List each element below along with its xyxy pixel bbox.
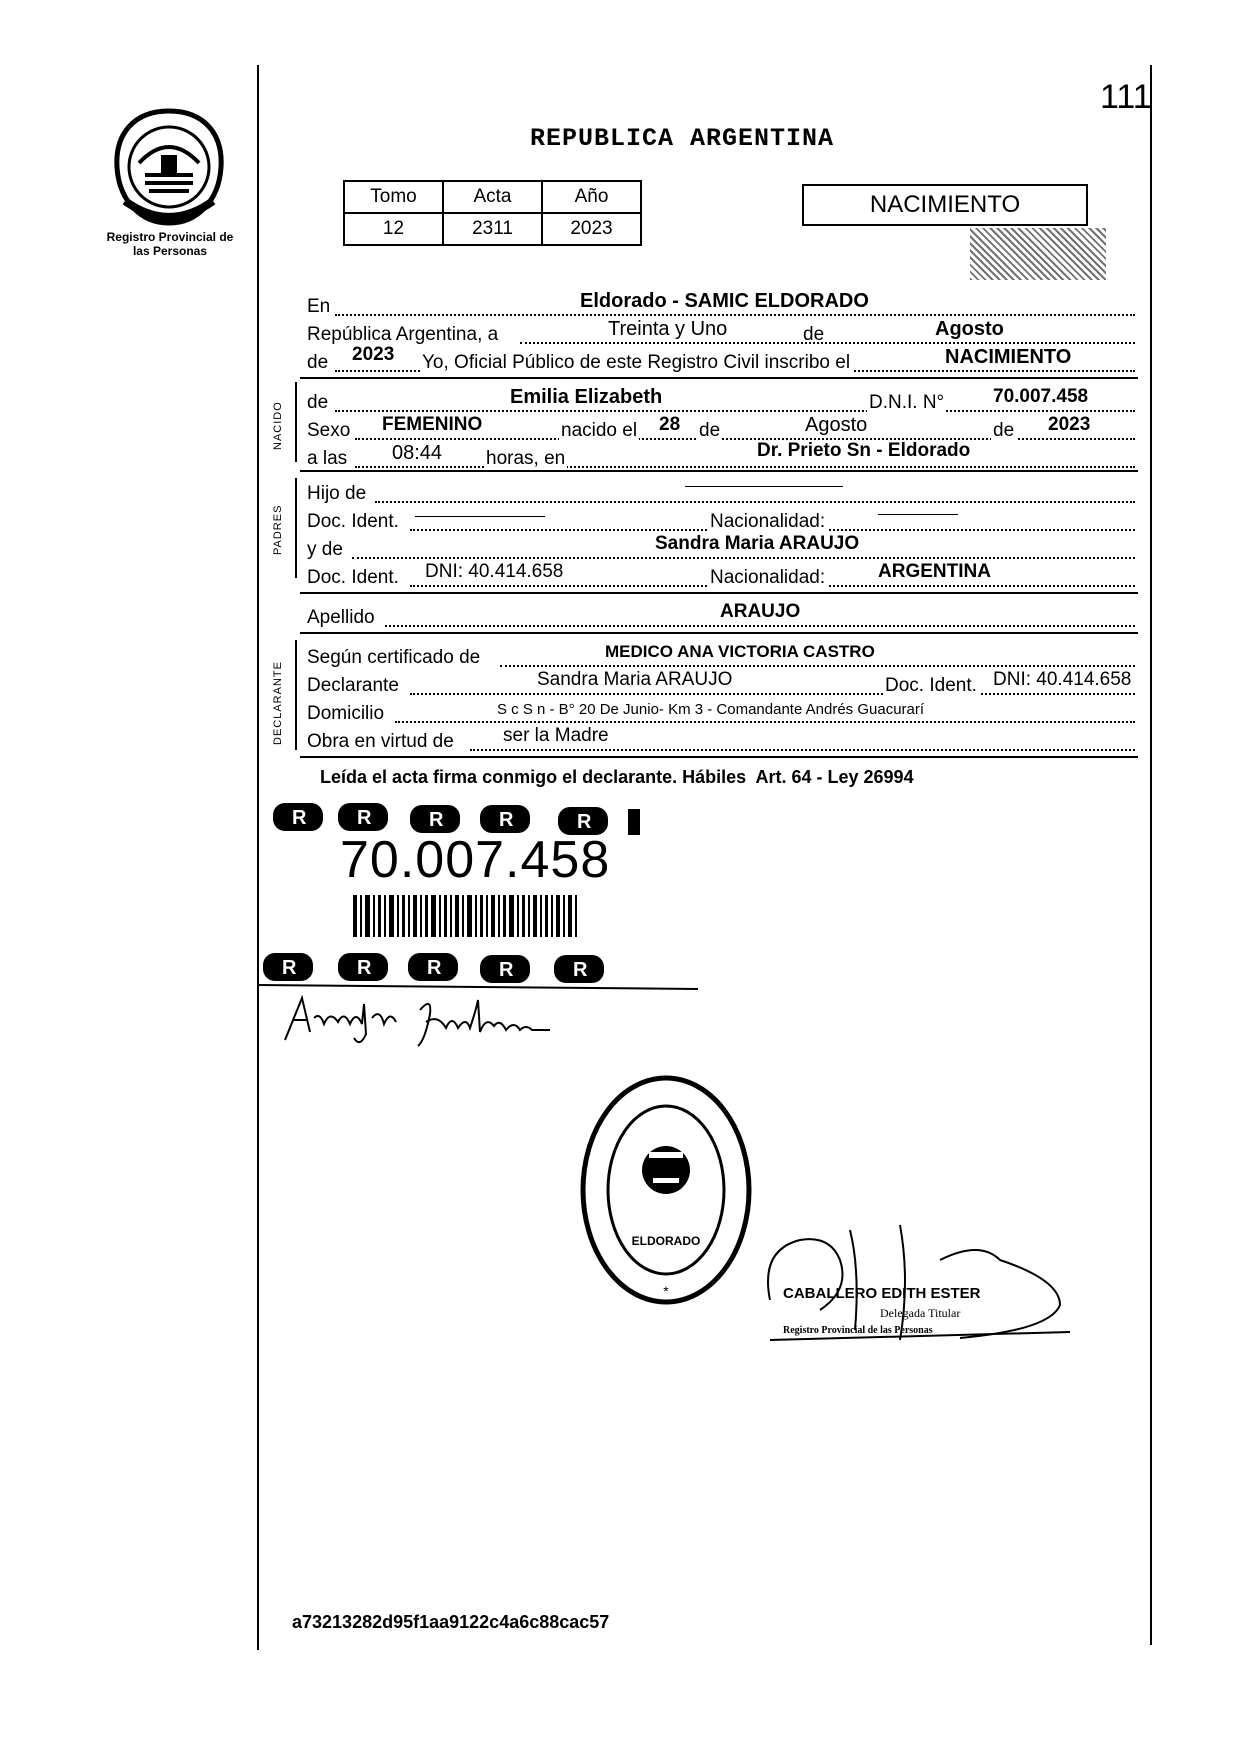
page-number: 111	[1100, 78, 1152, 116]
table-header-ano: Año	[542, 181, 641, 213]
official-name: CABALLERO EDITH ESTER	[783, 1285, 981, 1302]
mother-dotline	[352, 557, 1135, 559]
svg-text:R: R	[282, 957, 297, 979]
svg-text:R: R	[573, 959, 588, 981]
declarante-bracket	[295, 640, 297, 750]
mother-nationality: ARGENTINA	[878, 561, 991, 582]
year-value: 2023	[352, 344, 395, 365]
svg-text:R: R	[499, 809, 514, 831]
closing-text: Leída el acta firma conmigo el declarante. Hábiles Art. 64 - Ley 26994	[320, 767, 914, 787]
obra-label: Obra en virtud de	[307, 731, 454, 752]
birth-month: Agosto	[805, 414, 868, 436]
document-title: REPUBLICA ARGENTINA	[530, 124, 835, 153]
seal-caption: Registro Provincial de las Personas	[106, 230, 234, 258]
acta-value: 2311	[443, 213, 542, 245]
declarante-label: Declarante	[307, 675, 399, 696]
hijo-dotline	[375, 501, 1135, 503]
right-margin-line	[1150, 65, 1152, 1645]
en-dotline	[335, 314, 1135, 316]
section-divider-4	[300, 632, 1138, 634]
declarante-doc-label: Doc. Ident.	[885, 675, 977, 696]
day-words: Treinta y Uno	[608, 318, 728, 340]
declarante-value: Sandra Maria ARAUJO	[537, 669, 733, 690]
padres-bracket	[295, 478, 297, 578]
declarante-section-label: DECLARANTE	[272, 661, 284, 745]
father-doc-blank	[415, 516, 545, 517]
republica-label: República Argentina, a	[307, 324, 499, 345]
official-stamp	[577, 1070, 755, 1310]
father-name-blank	[685, 486, 843, 487]
birth-day: 28	[659, 414, 681, 435]
sexo-label: Sexo	[307, 420, 351, 441]
en-label: En	[307, 296, 331, 317]
id-stamp	[258, 795, 718, 1010]
svg-text:*: *	[663, 1283, 669, 1299]
republica-dotline	[520, 342, 1135, 344]
de-label: de	[803, 324, 825, 345]
section-divider-3	[300, 592, 1138, 594]
sexo-dotline	[355, 438, 1135, 440]
child-dni: 70.007.458	[993, 386, 1089, 407]
cert-dotline	[500, 665, 1135, 667]
id-stamp-number: 70.007.458	[340, 831, 611, 889]
table-header-tomo: Tomo	[344, 181, 443, 213]
birth-de-1: de	[699, 420, 721, 441]
svg-text:R: R	[292, 807, 307, 829]
declarante-dotline	[410, 693, 1135, 695]
apellido-label: Apellido	[307, 607, 375, 628]
official-office: Registro Provincial de las Personas	[783, 1325, 933, 1336]
record-type-box: NACIMIENTO	[802, 184, 1088, 226]
provincial-seal	[105, 105, 233, 230]
ano-value: 2023	[542, 213, 641, 245]
mother-name: Sandra Maria ARAUJO	[655, 533, 860, 554]
record-table	[343, 180, 642, 246]
obra-dotline	[470, 749, 1135, 751]
svg-text:ELDORADO: ELDORADO	[631, 1234, 701, 1248]
declarante-doc: DNI: 40.414.658	[993, 669, 1132, 690]
domicilio-value: S c S n - B° 20 De Junio- Km 3 - Comandante Andrés Guacurarí	[497, 701, 925, 718]
padres-section-label: PADRES	[272, 504, 284, 555]
birth-year: 2023	[1048, 414, 1091, 435]
hour-dotline	[355, 466, 1135, 468]
svg-text:R: R	[357, 957, 372, 979]
record-table-value-row	[344, 213, 641, 245]
section-divider-2	[300, 470, 1138, 472]
father-nationality-blank	[878, 514, 958, 515]
svg-text:R: R	[427, 957, 442, 979]
svg-text:R: R	[499, 959, 514, 981]
svg-text:R: R	[429, 809, 444, 831]
security-pattern	[970, 228, 1106, 280]
birth-place: Dr. Prieto Sn - Eldorado	[757, 440, 971, 461]
father-doc-label: Doc. Ident.	[307, 511, 399, 532]
child-name: Emilia Elizabeth	[510, 386, 663, 408]
year-prefix: de	[307, 352, 329, 373]
registro-tipo: NACIMIENTO	[945, 346, 1072, 368]
record-table-header-row	[344, 181, 641, 213]
mother-doc: DNI: 40.414.658	[425, 561, 564, 582]
tomo-value: 12	[344, 213, 443, 245]
table-header-acta: Acta	[443, 181, 542, 213]
nacido-name-dotline	[335, 410, 1135, 412]
domicilio-dotline	[395, 721, 1135, 723]
nacido-section-label: NACIDO	[272, 401, 284, 450]
birth-hour: 08:44	[392, 442, 443, 464]
hijo-de-label: Hijo de	[307, 483, 367, 504]
sexo-value: FEMENINO	[382, 414, 483, 435]
nacido-bracket	[295, 382, 297, 462]
section-divider-1	[300, 377, 1138, 379]
dni-label: D.N.I. N°	[869, 392, 945, 413]
apellido-value: ARAUJO	[720, 601, 801, 622]
declarant-signature	[280, 990, 600, 1065]
y-de-label: y de	[307, 539, 343, 560]
official-text: Yo, Oficial Público de este Registro Civil inscribo el	[422, 352, 851, 373]
horas-label: horas, en	[486, 448, 566, 469]
nacido-el-label: nacido el	[561, 420, 638, 441]
apellido-dotline	[385, 625, 1135, 627]
month-value: Agosto	[935, 318, 1004, 340]
svg-text:R: R	[577, 811, 592, 833]
cert-value: MEDICO ANA VICTORIA CASTRO	[605, 642, 875, 661]
svg-text:R: R	[357, 807, 372, 829]
en-value: Eldorado - SAMIC ELDORADO	[580, 290, 869, 312]
birth-de-2: de	[993, 420, 1015, 441]
stamp-r-logos	[258, 795, 718, 1010]
domicilio-label: Domicilio	[307, 703, 385, 724]
father-nac-label: Nacionalidad:	[710, 511, 826, 532]
cert-label: Según certificado de	[307, 647, 481, 668]
section-divider-5	[300, 756, 1138, 758]
mother-nac-label: Nacionalidad:	[710, 567, 826, 588]
document-hash: a73213282d95f1aa9122c4a6c88cac57	[292, 1612, 610, 1632]
a-las-label: a las	[307, 448, 348, 469]
mother-doc-label: Doc. Ident.	[307, 567, 399, 588]
nacido-de-label: de	[307, 392, 329, 413]
official-title: Delegada Titular	[880, 1306, 961, 1320]
obra-value: ser la Madre	[503, 725, 609, 746]
